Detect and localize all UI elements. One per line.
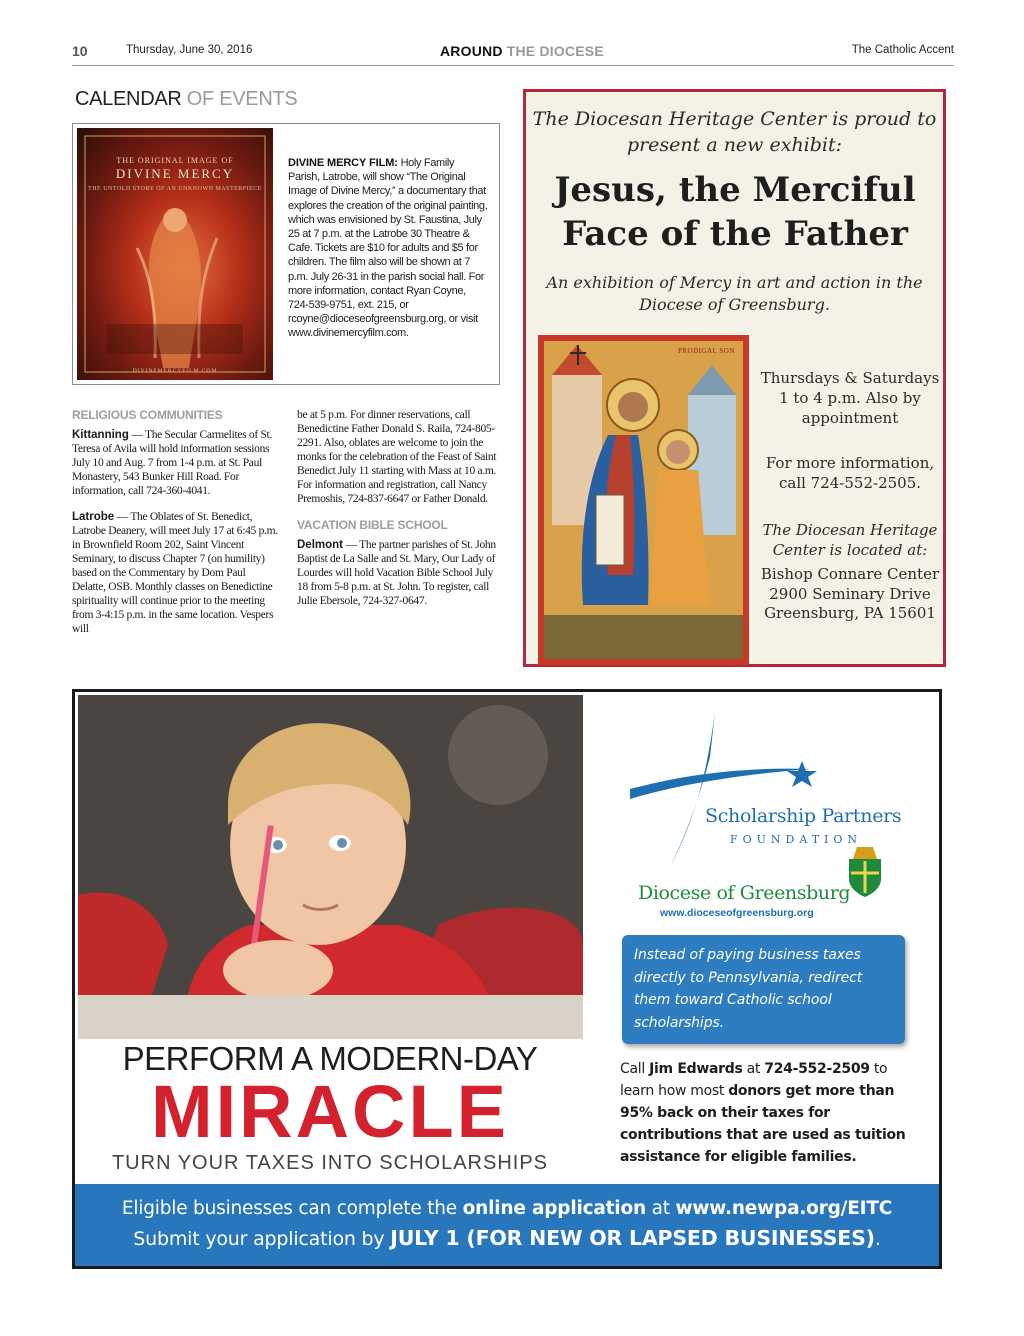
- student-photo-art: [78, 695, 583, 1039]
- event-text: — The Secular Carmelites of St. Teresa of Avila will hold information sessions July 10 and Aug. 7 from 1-4 p.m. at St. Paul Monastery, 543 Bunker Hill Road. For information, call 724-360-4041.: [72, 429, 273, 497]
- poster-line-3: THE UNTOLD STORY OF AN UNKNOWN MASTERPIECE: [88, 186, 262, 192]
- event-place: Kittanning: [72, 429, 129, 441]
- headline-line-3: TURN YOUR TAXES INTO SCHOLARSHIPS: [111, 1152, 549, 1174]
- banner-line-2-end: .: [874, 1228, 881, 1250]
- heritage-location-label: The Diocesan Heritage Center is located at:: [762, 521, 938, 559]
- foundation-name: Scholarship Partners: [705, 805, 902, 827]
- event-place: Delmont: [297, 539, 343, 551]
- address-line: Greensburg, PA 15601: [764, 604, 936, 622]
- headline-miracle: MIRACLE: [150, 1070, 510, 1153]
- contact-phone: 724-552-2509: [764, 1061, 870, 1077]
- heritage-exhibit-title: Jesus, the Merciful Face of the Father: [554, 170, 916, 254]
- heritage-address: [759, 565, 941, 624]
- issue-date: Thursday, June 30, 2016: [126, 44, 253, 56]
- banner-line-2-pre: Submit your application by: [133, 1228, 391, 1250]
- application-banner: [75, 1184, 939, 1266]
- event-text: — The partner parishes of St. John Baptist de La Salle and St. Mary, Our Lady of Lourdes will hold Vacation Bible School July 18 from 5-8 p.m. at St. John. To register, call Julie Ebersole, 724-327-0647.: [297, 539, 496, 607]
- call-mid: at: [742, 1061, 765, 1077]
- column-continued: [297, 408, 503, 620]
- featured-event-body: Holy Family Parish, Latrobe, will show “The Original Image of Divine Mercy,” a documentary that explores the creation of the original painting, which was envisioned by St. Faustina, July 25 at 7 p.m. at the Latrobe 30 Theatre & Cafe. Tickets are $10 for adults and $5 for children. The film also will be shown at 7 p.m. July 26-31 in the parish social hall. For more information, contact Ryan Coyne, 724-539-9751, ext. 215, or rcoyne@dioceseofgreensburg.org, or visit www.divinemercyfilm.com.: [288, 157, 488, 340]
- banner-line-2: [75, 1226, 939, 1250]
- address-line: Bishop Connare Center: [760, 565, 940, 583]
- divine-mercy-poster: [77, 128, 273, 380]
- banner-line-1-pre: Eligible businesses can complete the: [121, 1198, 463, 1219]
- poster-line-1: THE ORIGINAL IMAGE OF: [116, 156, 234, 165]
- banner-line-1: [75, 1198, 939, 1219]
- heritage-contact: For more information, call 724-552-2505.: [765, 454, 935, 492]
- banner-url: www.newpa.org/EITC: [675, 1198, 893, 1219]
- section-title: [440, 43, 604, 59]
- section-title-bold: AROUND: [440, 43, 503, 59]
- call-to-action-text: [620, 1058, 920, 1168]
- featured-event-heading: DIVINE MERCY FILM:: [288, 157, 398, 169]
- featured-event-text: [288, 156, 488, 341]
- call-line-2: to learn how most: [620, 1061, 888, 1099]
- icon-artwork: [538, 335, 749, 665]
- section-title-gray: THE DIOCESE: [506, 43, 604, 59]
- redirect-taxes-box: [622, 935, 905, 1044]
- prodigal-son-icon-image: [538, 335, 749, 665]
- heritage-intro: The Diocesan Heritage Center is proud to present a new exhibit:: [532, 108, 937, 156]
- diocese-url: www.dioceseofgreensburg.org: [660, 907, 814, 919]
- event-item: [72, 428, 278, 498]
- logo-area: [630, 707, 930, 957]
- redirect-taxes-text: Instead of paying business taxes directly to Pennsylvania, redirect them toward Catholic school scholarships.: [634, 947, 863, 1031]
- heritage-center-ad: [523, 89, 946, 667]
- calendar-title: [75, 88, 297, 111]
- publication-name: The Catholic Accent: [851, 44, 954, 56]
- scholarship-partners-logo: [630, 707, 930, 957]
- foundation-sub: FOUNDATION: [730, 833, 863, 846]
- banner-line-1-mid: at: [645, 1198, 676, 1219]
- diocese-name: Diocese of Greensburg: [638, 882, 851, 904]
- calendar-title-gray: OF EVENTS: [186, 88, 298, 110]
- icon-label: PRODIGAL SON: [678, 347, 735, 355]
- event-continued-text: be at 5 p.m. For dinner reservations, call Benedictine Father Donald S. Raila, 724-805-2291. Also, oblates are welcome to join the monks for the celebration of the Feast of Saint Benedict July 11 starting with Mass at 10 a.m. For information and registration, call Nancy Premoshis, 724-837-6647 or Father Donald.: [297, 409, 497, 505]
- heritage-hours: Thursdays & Saturdays 1 to 4 p.m. Also by appointment: [760, 369, 940, 427]
- page-number: 10: [72, 43, 88, 59]
- student-photo: [78, 695, 583, 1039]
- poster-url: DIVINEMERCYFILM.COM: [132, 368, 218, 374]
- banner-online-application: online application: [462, 1198, 646, 1219]
- vacation-bible-school-heading: VACATION BIBLE SCHOOL: [297, 518, 448, 532]
- call-pre: Call: [620, 1061, 650, 1077]
- headline-line-1: PERFORM A MODERN-DAY: [122, 1040, 538, 1077]
- featured-event-box: [72, 123, 500, 385]
- event-item: [297, 538, 503, 608]
- contact-name: Jim Edwards: [649, 1061, 743, 1077]
- calendar-title-main: CALENDAR: [75, 88, 182, 110]
- column-religious-communities: [72, 408, 278, 648]
- scholarship-ad: [72, 689, 942, 1269]
- poster-line-2: DIVINE MERCY: [115, 166, 235, 181]
- event-text: — The Oblates of St. Benedict, Latrobe Deanery, will meet July 17 at 6:45 p.m. in Brownfield Room 202, Saint Vincent Seminary, to discuss Chapter 7 (on humility) based on the Commentary by Dom Paul Delatte, OSB. Monthly classes on Benedictine spirituality will continue prior to the meeting from 3-4:15 p.m. in the same location. Vespers will: [72, 511, 278, 635]
- banner-deadline: JULY 1 (FOR NEW OR LAPSED BUSINESSES): [390, 1226, 875, 1250]
- event-place: Latrobe: [72, 511, 115, 523]
- event-item: [72, 510, 278, 636]
- address-line: 2900 Seminary Drive: [769, 584, 931, 603]
- heritage-exhibit-subtitle: An exhibition of Mercy in art and action in the Diocese of Greensburg.: [546, 273, 923, 314]
- page-header: [72, 40, 954, 66]
- religious-communities-heading: RELIGIOUS COMMUNITIES: [72, 408, 223, 422]
- call-bold-text: donors get more than 95% back on their taxes for contributions that are used as tuition assistance for eligible families.: [620, 1083, 906, 1165]
